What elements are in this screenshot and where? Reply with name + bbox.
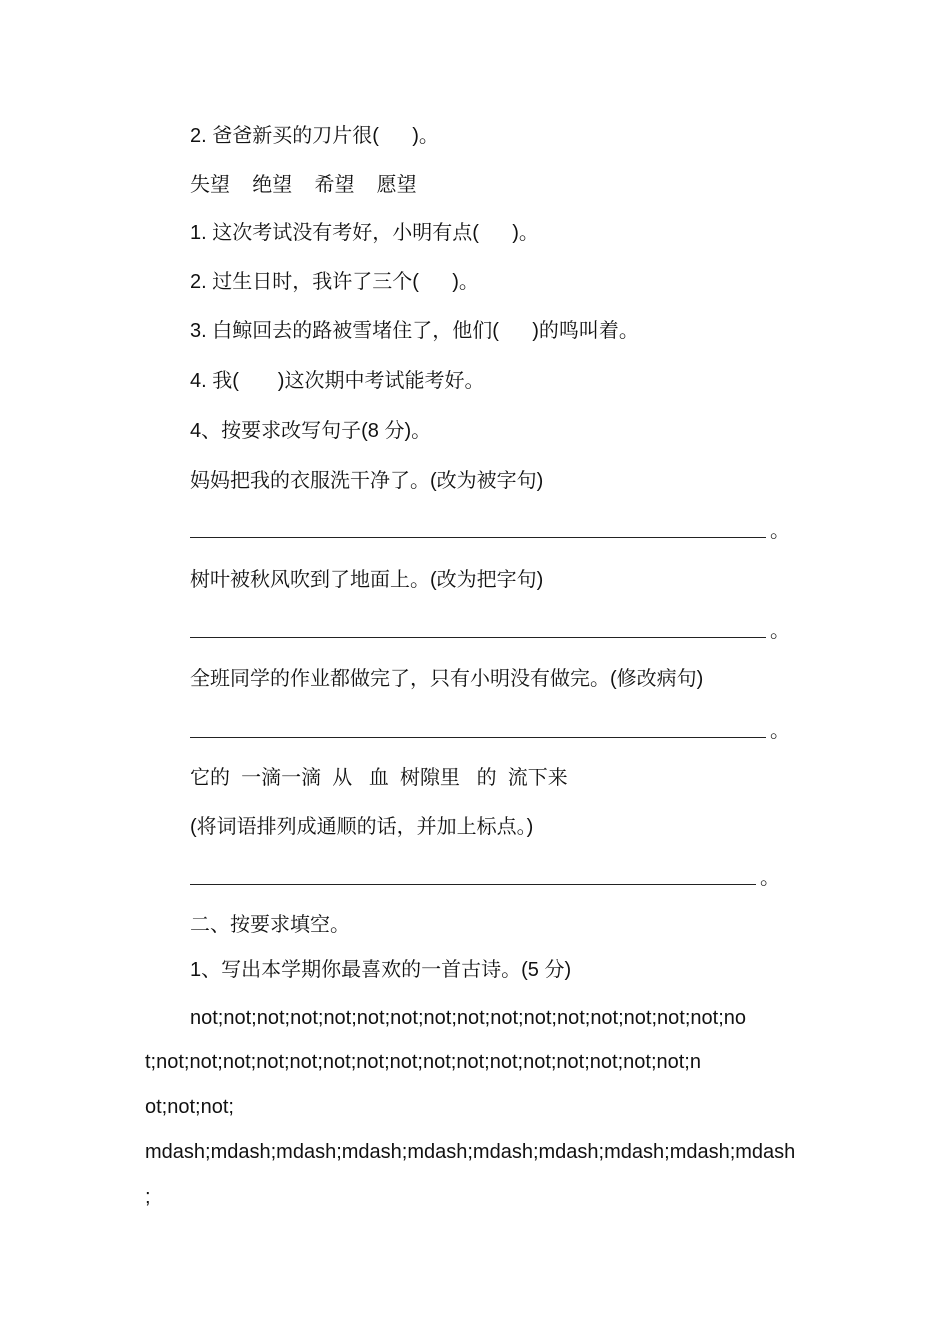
answer-period: 。 — [770, 520, 790, 542]
answer-rule — [190, 637, 766, 638]
word-order-instruction: (将词语排列成通顺的话，并加上标点。) — [190, 816, 534, 838]
answer-rule — [190, 737, 766, 738]
garbled-text-line-5: ; — [145, 1186, 151, 1208]
answer-line-2 — [190, 618, 790, 644]
section-4-heading: 4、按要求改写句子(8 分)。 — [190, 420, 432, 442]
garbled-text-line-2: t;not;not;not;not;not;not;not;not;not;not;not;not;not;not;not;not;n — [145, 1051, 701, 1073]
garbled-text-line-3: ot;not;not; — [145, 1096, 234, 1118]
question-2: 2. 过生日时，我许了三个( )。 — [190, 271, 479, 293]
garbled-text-line-4: mdash;mdash;mdash;mdash;mdash;mdash;mdash;mdash;mdash;mdash — [145, 1141, 796, 1163]
rewrite-sentence-2: 树叶被秋风吹到了地面上。(改为把字句) — [190, 569, 544, 591]
answer-line-4 — [190, 865, 790, 891]
word-options: 失望 绝望 希望 愿望 — [190, 174, 417, 196]
garbled-text-line-1: not;not;not;not;not;not;not;not;not;not;not;not;not;not;not;not;no — [190, 1007, 746, 1029]
answer-line-3 — [190, 718, 790, 744]
question-1: 1. 这次考试没有考好，小明有点( )。 — [190, 222, 539, 244]
poem-question: 1、写出本学期你最喜欢的一首古诗。(5 分) — [190, 959, 572, 981]
answer-period: 。 — [760, 867, 780, 889]
rewrite-sentence-3: 全班同学的作业都做完了，只有小明没有做完。(修改病句) — [190, 668, 704, 690]
answer-line-1 — [190, 518, 790, 544]
answer-period: 。 — [770, 620, 790, 642]
answer-period: 。 — [770, 720, 790, 742]
answer-rule — [190, 884, 756, 885]
question-4: 4. 我( )这次期中考试能考好。 — [190, 370, 485, 392]
rewrite-sentence-1: 妈妈把我的衣服洗干净了。(改为被字句) — [190, 470, 544, 492]
answer-rule — [190, 537, 766, 538]
word-order-words: 它的 一滴一滴 从 血 树隙里 的 流下来 — [190, 767, 568, 789]
question-2-blank: 2. 爸爸新买的刀片很( )。 — [190, 125, 439, 147]
section-2-heading: 二、按要求填空。 — [190, 914, 350, 936]
question-3: 3. 白鲸回去的路被雪堵住了，他们( )的鸣叫着。 — [190, 320, 639, 342]
